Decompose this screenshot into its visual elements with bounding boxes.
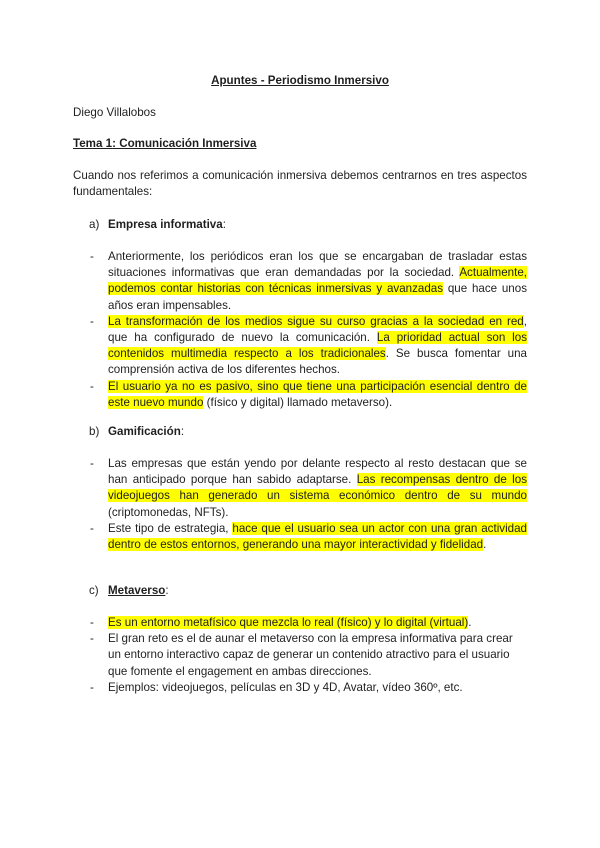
- body-text: .: [468, 616, 472, 629]
- section-colon: :: [180, 425, 185, 438]
- document-title: Apuntes - Periodismo Inmersivo: [211, 74, 389, 87]
- section-colon: :: [222, 218, 226, 231]
- body-text: Las empresas que están yendo por delante respecto al resto destacan que se han anticipado porque han sabido adaptarse.: [108, 457, 527, 487]
- section-name: Metaverso: [108, 584, 166, 597]
- author-name: Diego Villalobos: [73, 106, 156, 119]
- section-name: Empresa informativa: [108, 218, 223, 231]
- highlighted-text: La prioridad actual son los contenidos multimedia respecto a los tradicionales: [108, 331, 528, 361]
- body-text: . Se busca fomentar una comprensión activa de los diferentes hechos.: [108, 347, 527, 377]
- section-name: Gamificación: [108, 425, 181, 438]
- body-text: Ejemplos: videojuegos, películas en 3D y 4D, Avatar, vídeo 360º, etc.: [108, 680, 463, 694]
- section-letter: b): [89, 425, 100, 438]
- body-text: .: [483, 538, 487, 552]
- bullet-dash: -: [90, 632, 94, 646]
- list-item: [89, 680, 527, 696]
- highlighted-text: Actualmente, podemos contar historias con técnicas inmersivas y avanzadas: [108, 266, 527, 296]
- body-text: Este tipo de estrategia,: [108, 521, 233, 535]
- highlighted-text: El usuario ya no es pasivo, sino que tiene una participación esencial dentro de este nuevo mundo: [108, 379, 527, 409]
- bullet-dash: -: [90, 314, 94, 328]
- highlighted-text: hace que el usuario sea un actor con una gran actividad dentro de estos entornos, generando una mayor interactividad y fidelidad: [108, 521, 527, 552]
- list-item: [89, 456, 527, 521]
- bullet-list-empresa: [89, 249, 527, 411]
- section-heading-gamificacion: [89, 425, 184, 439]
- section-heading-metaverso: [89, 584, 169, 598]
- section-heading-empresa: [89, 218, 226, 232]
- body-text: (físico y digital) llamado metaverso).: [203, 395, 393, 409]
- highlighted-text: La transformación de los medios sigue su curso gracias a la sociedad en red: [108, 314, 524, 328]
- intro-paragraph: Cuando nos referimos a comunicación inmersiva debemos centrarnos en tres aspectos fundamentales:: [73, 169, 527, 199]
- body-text: que hace unos años eran impensables.: [108, 282, 528, 312]
- topic-title: : Comunicación Inmersiva: [112, 137, 257, 150]
- list-item: [89, 249, 527, 314]
- bullet-list-metaverso: [89, 615, 527, 696]
- section-letter: c): [89, 584, 99, 597]
- highlighted-text: Las recompensas dentro de los videojuegos han generado un sistema económico dentro de su mundo: [108, 473, 527, 503]
- bullet-dash: -: [90, 616, 94, 629]
- bullet-dash: -: [90, 379, 94, 393]
- list-item: [89, 379, 527, 411]
- bullet-dash: -: [90, 250, 94, 263]
- highlighted-text: Es un entorno metafísico que mezcla lo real (físico) y lo digital (virtual): [108, 616, 469, 629]
- bullet-dash: -: [90, 457, 94, 470]
- topic-heading: [73, 137, 256, 151]
- body-text: (criptomonedas, NFTs).: [108, 505, 229, 519]
- list-item: [89, 521, 527, 553]
- bullet-list-gamificacion: [89, 456, 527, 553]
- bullet-dash: -: [90, 680, 94, 694]
- list-item: [89, 314, 527, 379]
- body-text: Anteriormente, los periódicos eran los que se encargaban de trasladar estas situaciones informativas que eran demandadas por la sociedad.: [108, 250, 527, 280]
- bullet-dash: -: [90, 521, 94, 535]
- section-colon: :: [165, 584, 169, 597]
- list-item: [89, 615, 527, 631]
- topic-prefix: Tema 1: [73, 137, 113, 150]
- section-letter: a): [89, 218, 100, 231]
- body-text: El gran reto es el de aunar el metaverso con la empresa informativa para crear un entorno interactivo capaz de generar un contenido atractivo para el usuario que fomente el engagement en ambas direcciones.: [108, 632, 513, 678]
- list-item: [89, 631, 527, 680]
- body-text: , que ha configurado de nuevo la comunicación.: [108, 314, 527, 345]
